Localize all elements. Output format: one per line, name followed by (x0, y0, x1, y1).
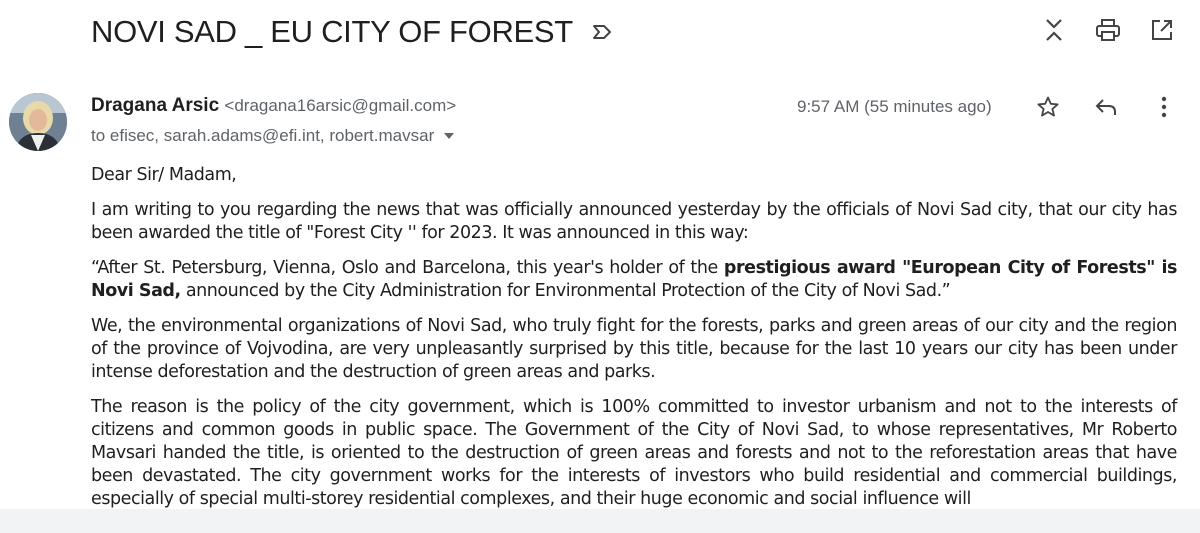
quote-text-end: announced by the City Administration for Environmental Protection of the City of Novi Sad.” (180, 281, 951, 301)
subject-row (91, 10, 613, 54)
label-arrow-icon[interactable] (591, 23, 613, 41)
sender-line (91, 95, 456, 117)
sender-email: <dragana16arsic@gmail.com> (224, 96, 457, 115)
bottom-scroll-fade (0, 509, 1200, 533)
star-icon[interactable] (1034, 93, 1062, 121)
recipients-text: to efisec, sarah.adams@efi.int, robert.mavsar (91, 126, 435, 145)
body-paragraph: The reason is the policy of the city government, which is 100% committed to investor urbanism and not to the interests of citizens and common goods in public space. The Government of the City of Novi Sad, to whose representatives, Mr Roberto Mavsari handed the title, is oriented to the destruction of green areas and forests and not to the reforestation areas that have been devastated. The city government works for the interests of investors who build residential and commercial buildings, especially of special multi-storey residential complexes, and their huge economic and social influence will (91, 397, 1177, 509)
body-paragraph: I am writing to you regarding the news that was officially announced yesterday by the officials of Novi Sad city, that our city has been awarded the title of "Forest City '' for 2023. It was announced in this way: (91, 200, 1177, 243)
print-icon[interactable] (1094, 16, 1122, 44)
quote-text-start: “After St. Petersburg, Vienna, Oslo and Barcelona, this year's holder of the (91, 258, 724, 278)
email-timestamp: 9:57 AM (55 minutes ago) (797, 97, 992, 116)
email-body (91, 164, 1177, 523)
email-subject: NOVI SAD _ EU CITY OF FOREST (91, 14, 573, 49)
avatar[interactable] (9, 93, 67, 151)
recipients-toggle[interactable] (91, 126, 454, 146)
thread-actions (1040, 16, 1176, 44)
more-vert-icon[interactable] (1150, 93, 1178, 121)
message-actions (1034, 93, 1178, 121)
collapse-all-icon[interactable] (1040, 16, 1068, 44)
quote-paragraph (91, 257, 1177, 303)
open-in-new-icon[interactable] (1148, 16, 1176, 44)
reply-icon[interactable] (1092, 93, 1120, 121)
sender-name[interactable]: Dragana Arsic (91, 95, 220, 116)
chevron-down-icon[interactable] (444, 133, 454, 139)
quote-bold-text: prestigious award "European City of Forests" is Novi Sad, (91, 258, 1178, 301)
greeting: Dear Sir/ Madam, (91, 165, 237, 185)
body-paragraph: We, the environmental organizations of Novi Sad, who truly fight for the forests, parks and green areas of our city and the region of the province of Vojvodina, are very unpleasantly surprised by this title, because for the last 10 years our city has been under intense deforestation and the destruction of green areas and parks. (91, 316, 1177, 382)
